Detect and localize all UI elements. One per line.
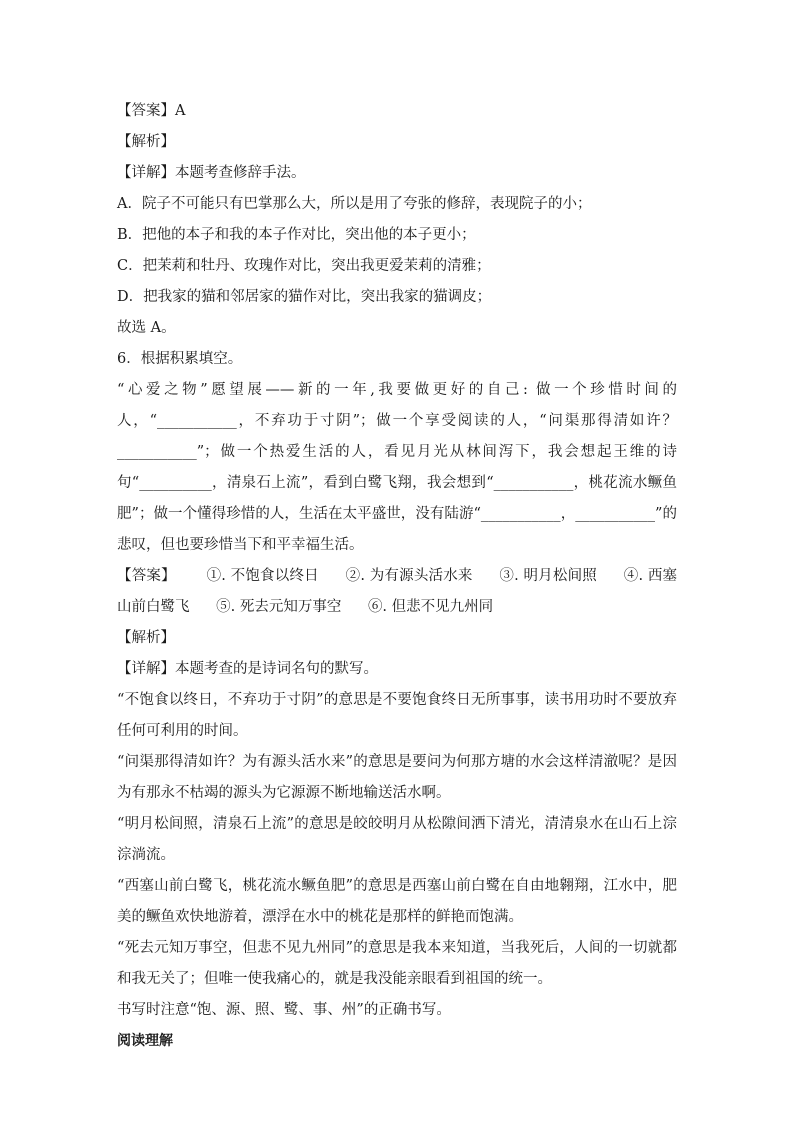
q6-answer-2: ②. 为有源头活水来 (345, 568, 473, 584)
q5-detail: 【详解】本题考查修辞手法。 (117, 165, 306, 181)
q6-note: 书写时注意“饱、源、照、鹭、事、州”的正确书写。 (117, 1002, 451, 1018)
q6-analysis-label: 【解析】 (117, 630, 175, 646)
q6-answer-4: ④. 西塞山前白鹭飞 (117, 568, 678, 615)
q6-explain-2: “问渠那得清如许？为有源头活水来”的意思是要问为何那方塘的水会这样清澈呢？是因为有那永不枯竭的源头为它源源不断地输送活水啊。 (117, 754, 677, 801)
q6-answer-block (117, 561, 677, 623)
q6-stem: “心爱之物”愿望展——新的一年,我要做更好的自己: 做一个珍惜时间的人，“___________，不弃功于寸阴”；做一个享受阅读的人，“问渠那得清如许？___________”；做一个热爱生活的人，看见月光从林间泻下，我会想起王维的诗句“__________，清泉石上流”，看到白鹭飞翔，我会想到“___________，桃花流水鳜鱼肥”；做一个懂得珍惜的人，生活在太平盛世，没有陆游“___________，___________”的悲叹，但也要珍惜当下和平幸福生活。 (117, 382, 677, 553)
q6-detail: 【详解】本题考查的是诗词名句的默写。 (117, 661, 378, 677)
q5-option-b: B．把他的本子和我的本子作对比，突出他的本子更小； (117, 227, 476, 243)
q5-option-a: A．院子不可能只有巴掌那么大，所以是用了夸张的修辞，表现院子的小； (117, 196, 592, 212)
section-heading: 阅读理解 (117, 1033, 173, 1049)
q6-explain-5: “死去元知万事空，但悲不见九州同”的意思是我本来知道，当我死后，人间的一切就都和我无关了；但唯一使我痛心的，就是我没能亲眼看到祖国的统一。 (117, 940, 677, 987)
q6-explain-1: “不饱食以终日，不弃功于寸阴”的意思是不要饱食终日无所事事，读书用功时不要放弃任何可利用的时间。 (117, 692, 677, 739)
q6-title: 6．根据积累填空。 (117, 351, 243, 367)
q6-explain-3: “明月松间照，清泉石上流”的意思是皎皎明月从松隙间洒下清光，清清泉水在山石上淙淙淌流。 (117, 816, 677, 863)
q6-answer-1: ①. 不饱食以终日 (206, 568, 319, 584)
q5-answer: 【答案】A (117, 103, 186, 119)
q6-answer-label: 【答案】 (117, 568, 176, 584)
q5-analysis-label: 【解析】 (117, 134, 175, 150)
q5-option-d: D．把我家的猫和邻居家的猫作对比，突出我家的猫调皮； (117, 289, 492, 305)
q6-answer-5: ⑤. 死去元知万事空 (216, 599, 342, 615)
q5-conclusion: 故选 A。 (117, 320, 176, 336)
q6-answer-6: ⑥. 但悲不见九州同 (367, 599, 494, 615)
document-page (117, 96, 677, 1057)
q6-explain-4: “西塞山前白鹭飞，桃花流水鳜鱼肥”的意思是西塞山前白鹭在自由地翱翔，江水中，肥美的鳜鱼欢快地游着，漂浮在水中的桃花是那样的鲜艳而饱满。 (117, 878, 677, 925)
q6-answer-3: ③. 明月松间照 (499, 568, 597, 584)
q5-option-c: C．把茉莉和牡丹、玫瑰作对比，突出我更爱茉莉的清雅； (117, 258, 491, 274)
